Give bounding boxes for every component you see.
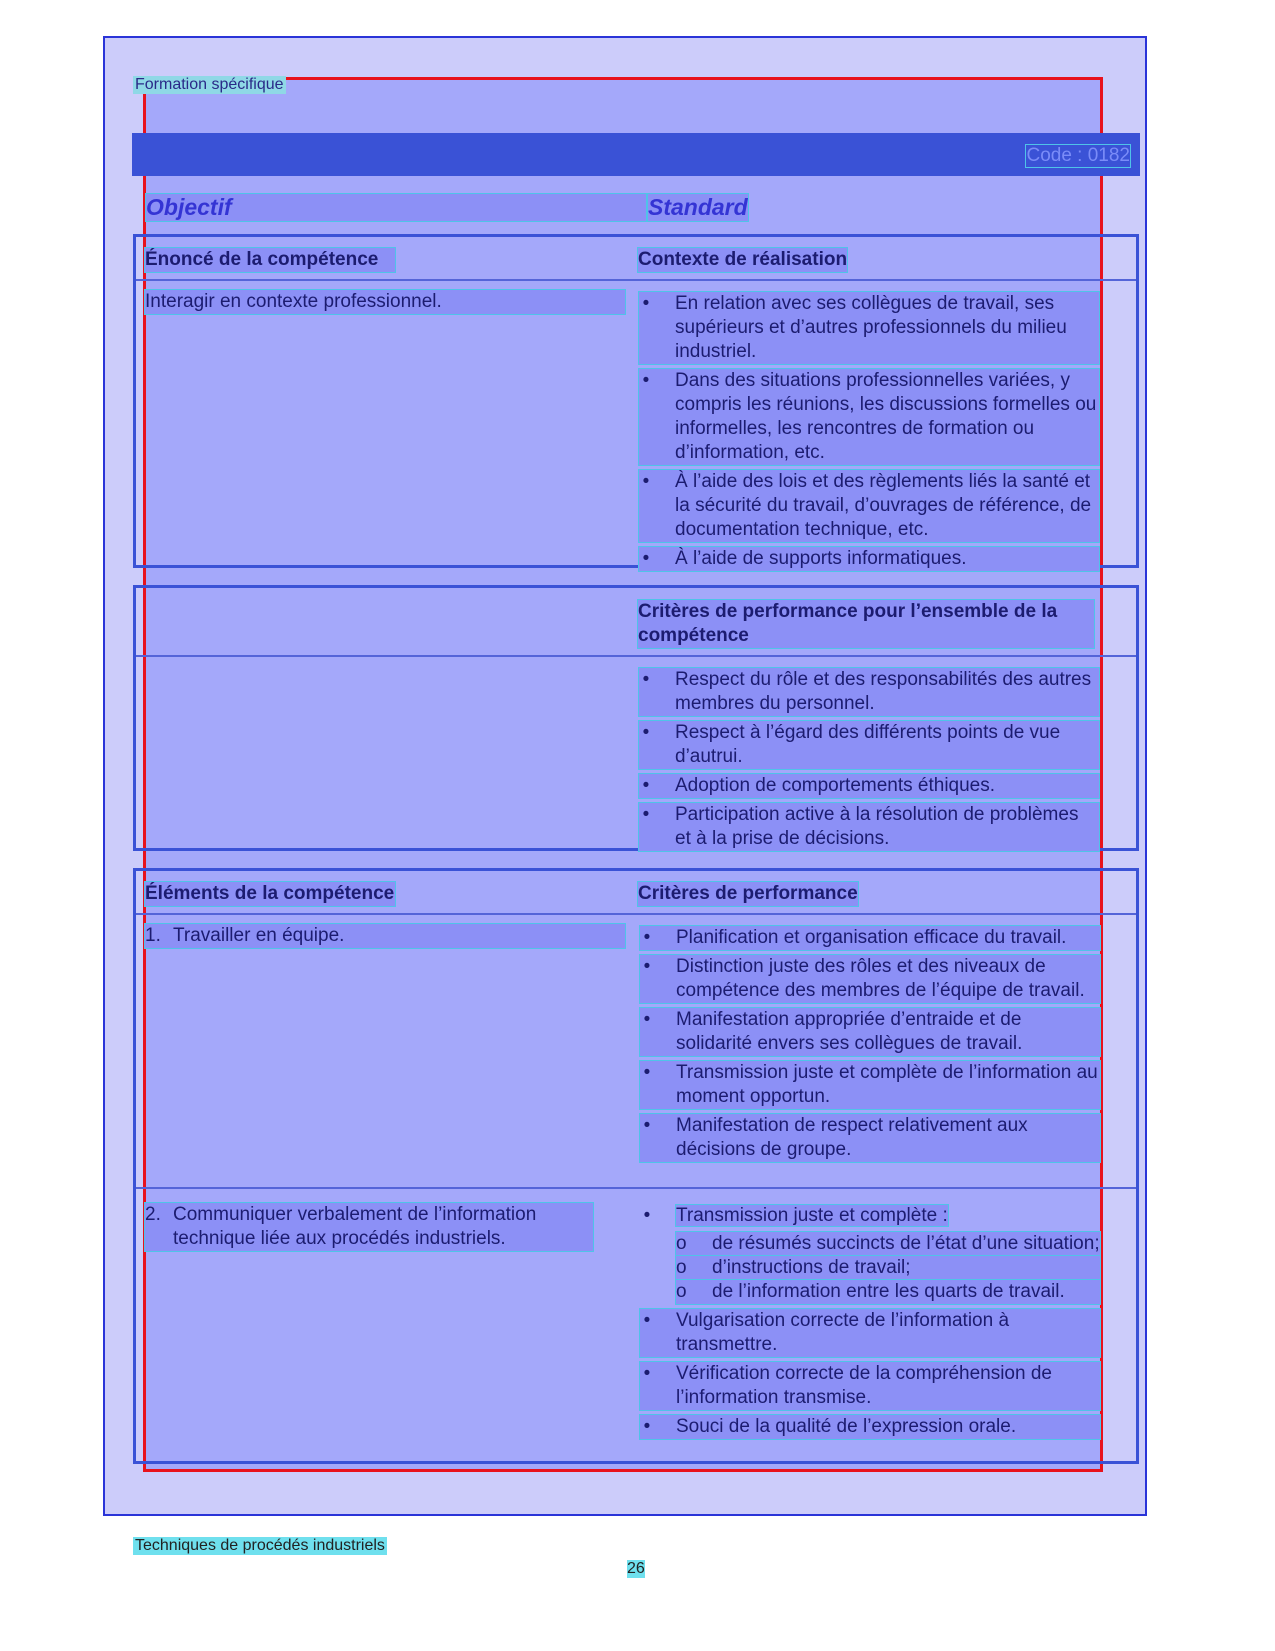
list-item: • Planification et organisation efficace du travail. (640, 926, 1100, 950)
bullet-icon: • (642, 804, 650, 825)
element-1-criteria (640, 926, 1100, 1167)
overall-criteria-heading: Critères de performance pour l’ensemble de la compétence (638, 600, 1094, 648)
objectif-title: Objectif (146, 194, 646, 221)
bullet-icon: • (642, 669, 650, 690)
bullet-icon: • (642, 548, 650, 569)
element-1 (145, 924, 625, 948)
list-item: • À l’aide de supports informatiques. (639, 547, 1099, 571)
running-footer: Techniques de procédés industriels (135, 1537, 385, 1554)
bullet-icon: • (642, 722, 650, 743)
standard-title: Standard (648, 194, 748, 220)
list-item: • Distinction juste des rôles et des niveaux de compétence des membres de l’équipe de travail. (640, 955, 1100, 1003)
list-item: • Manifestation appropriée d’entraide et de solidarité envers ses collègues de travail. (640, 1008, 1100, 1056)
element-2-criteria (640, 1204, 1100, 1444)
element-text: Travailler en équipe. (173, 925, 345, 946)
box-divider (136, 279, 1136, 281)
box-divider (136, 655, 1136, 657)
list-item: • Respect du rôle et des responsabilités des autres membres du personnel. (639, 668, 1099, 716)
overall-criteria-list (639, 668, 1099, 856)
code-bar (132, 133, 1140, 176)
box-divider (136, 913, 1136, 915)
element-number: 2. (145, 1204, 161, 1225)
element-text: Communiquer verbalement de l’information technique liée aux procédés industriels. (173, 1204, 537, 1249)
bullet-icon: • (643, 956, 651, 977)
circle-bullet-icon: o (676, 1257, 687, 1278)
running-header: Formation spécifique (135, 76, 284, 93)
element-2 (145, 1203, 593, 1251)
bullet-icon: • (643, 927, 651, 948)
sub-list-item: o de résumés succincts de l’état d’une situation; (676, 1233, 1100, 1254)
context-list (639, 292, 1099, 576)
sub-list (676, 1232, 1100, 1304)
list-item: • Transmission juste et complète de l’information au moment opportun. (640, 1061, 1100, 1109)
list-item: • Adoption de comportements éthiques. (639, 774, 1099, 798)
criteria-heading: Critères de performance (638, 883, 858, 904)
elements-box (133, 868, 1139, 1464)
list-item: • Transmission juste et complète : o de résumés succincts de l’état d’une situation; o d’instructions de travail; o de l’information entre les quarts de travail. (640, 1204, 1100, 1304)
competence-box (133, 234, 1139, 568)
list-item: • À l’aide des lois et des règlements liés la santé et la sécurité du travail, d’ouvrages de référence, de documentation technique, etc. (639, 470, 1099, 542)
bullet-icon: • (642, 293, 650, 314)
competency-code: Code : 0182 (1026, 145, 1130, 166)
circle-bullet-icon: o (676, 1281, 687, 1302)
bullet-icon: • (643, 1062, 651, 1083)
competence-statement: Interagir en contexte professionnel. (145, 290, 625, 314)
elements-heading: Éléments de la compétence (145, 883, 395, 904)
page-number: 26 (627, 1560, 645, 1577)
list-item: • Manifestation de respect relativement aux décisions de groupe. (640, 1114, 1100, 1162)
bullet-icon: • (642, 471, 650, 492)
overall-criteria-box (133, 585, 1139, 851)
statement-heading: Énoncé de la compétence (145, 248, 395, 272)
sub-list-item: o de l’information entre les quarts de travail. (676, 1280, 1100, 1304)
box-divider (136, 1187, 1136, 1189)
bullet-icon: • (643, 1416, 651, 1437)
list-item: • Vérification correcte de la compréhension de l’information transmise. (640, 1362, 1100, 1410)
sub-list-item: o d’instructions de travail; (676, 1256, 1100, 1280)
context-heading: Contexte de réalisation (638, 249, 848, 270)
bullet-icon: • (643, 1205, 651, 1226)
bullet-icon: • (643, 1009, 651, 1030)
list-item: • Respect à l’égard des différents points de vue d’autrui. (639, 721, 1099, 769)
bullet-icon: • (643, 1115, 651, 1136)
bullet-icon: • (642, 370, 650, 391)
list-item: • Participation active à la résolution de problèmes et à la prise de décisions. (639, 803, 1099, 851)
bullet-icon: • (643, 1310, 651, 1331)
bullet-icon: • (642, 775, 650, 796)
list-item: • Souci de la qualité de l’expression orale. (640, 1415, 1100, 1439)
list-item: • Vulgarisation correcte de l’information à transmettre. (640, 1309, 1100, 1357)
circle-bullet-icon: o (676, 1233, 687, 1254)
list-item: • En relation avec ses collègues de travail, ses supérieurs et d’autres professionnels du milieu industriel. (639, 292, 1099, 364)
element-number: 1. (145, 925, 161, 946)
bullet-icon: • (643, 1363, 651, 1384)
list-item: • Dans des situations professionnelles variées, y compris les réunions, les discussions formelles ou informelles, les rencontres de formation ou d’information, etc. (639, 369, 1099, 465)
